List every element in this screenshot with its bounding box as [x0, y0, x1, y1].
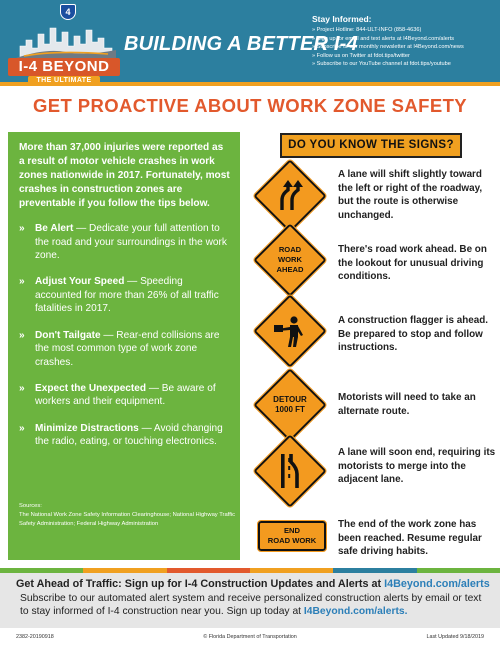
- tip-bullet-icon: »: [19, 329, 25, 341]
- road-work-ahead-icon: ROAD WORK AHEAD: [276, 245, 304, 274]
- tip-heading: Don't Tailgate: [35, 329, 101, 341]
- detour-description: Motorists will need to take an alternate route.: [338, 392, 476, 417]
- tip-bullet-icon: »: [19, 276, 25, 288]
- tip-bullet-icon: »: [19, 382, 25, 394]
- stay-informed-box: [312, 14, 498, 69]
- end-road-work-icon: END ROAD WORK: [267, 526, 317, 545]
- footer: [0, 630, 500, 647]
- stay-item-youtube-link[interactable]: » Subscribe to our YouTube channel at fdot.tips/youtube: [312, 60, 498, 69]
- road-work-ahead-sign: [254, 229, 326, 291]
- logo-subtitle: THE ULTIMATE: [28, 76, 100, 86]
- interstate-shield-icon: 4: [60, 4, 76, 20]
- detour-icon: DETOUR 1000 FT: [273, 395, 307, 414]
- lane-ends-icon: [275, 452, 305, 490]
- tip-heading: Adjust Your Speed: [35, 276, 125, 288]
- intro-paragraph: More than 37,000 injuries were reported as a result of motor vehicle crashes in work zones nationwide in 2017. Fortunately, most crashes in construction zones are preventable if you follow the tips below.: [19, 142, 230, 209]
- signup-callout: [0, 573, 500, 628]
- tip-item: [19, 329, 230, 370]
- flagger-description: A construction flagger is ahead. Be prepared to stop and follow instructions.: [338, 315, 488, 353]
- alerts-link[interactable]: I4Beyond.com/alerts: [384, 578, 490, 590]
- signs-section-header: DO YOU KNOW THE SIGNS?: [280, 133, 462, 158]
- alerts-link-secondary[interactable]: I4Beyond.com/alerts.: [303, 605, 408, 617]
- tip-heading: Expect the Unexpected: [35, 382, 147, 394]
- tips-panel: [8, 132, 240, 560]
- tip-bullet-icon: »: [19, 223, 25, 234]
- signup-headline: Get Ahead of Traffic: Sign up for I-4 Construction Updates and Alerts at I4Beyond.com/alerts: [16, 578, 490, 590]
- tip-item: [19, 422, 230, 449]
- stay-item-newsletter-link[interactable]: » Subscribe to our monthly newsletter at I4Beyond.com/news: [312, 43, 498, 52]
- signup-body: Subscribe to our automated alert system and receive personalized construction alerts by email or text to stay informed of I-4 construction near you. Sign up today at I4Beyond.com/alerts.: [20, 593, 482, 617]
- end-road-work-description: The end of the work zone has been reached. Resume regular safe driving habits.: [338, 519, 482, 557]
- tip-heading: Minimize Distractions: [35, 422, 139, 434]
- lane-shift-sign: [254, 165, 326, 227]
- stay-item-twitter-link[interactable]: » Follow us on Twitter at fdot.tips/twitter: [312, 52, 498, 61]
- detour-sign: [254, 374, 326, 436]
- stay-informed-title: Stay Informed:: [312, 14, 372, 24]
- tip-body: — Avoid changing the radio, eating, or touching electronics.: [35, 422, 223, 448]
- tip-body: — Rear-end collisions are the most common type of work zone crashes.: [35, 329, 220, 368]
- end-road-work-sign: [258, 521, 326, 551]
- page-title: GET PROACTIVE ABOUT WORK ZONE SAFETY: [32, 95, 468, 116]
- tip-body: — Speeding accounted for more than 26% of all traffic fatalities in 2017.: [35, 276, 219, 315]
- i4-beyond-logo: [6, 2, 118, 86]
- stay-item-hotline: » Project Hotline: 844-ULT-INFO (858-4636): [312, 26, 498, 35]
- last-updated: Last Updated 9/18/2019: [426, 634, 484, 640]
- flagger-icon: [271, 313, 309, 349]
- tip-item: [19, 275, 230, 316]
- page-banner-title: BUILDING A BETTER I-4: [124, 33, 358, 55]
- stay-item-alerts-link[interactable]: » Sign up for email and text alerts at I4Beyond.com/alerts: [312, 35, 498, 44]
- sources-note: Sources: The National Work Zone Safety Information Clearinghouse; National Highway Traffic Safety Administration; Federal Highway Administration: [19, 503, 235, 527]
- flagger-sign: [254, 300, 326, 362]
- document-code: 2382-20190918: [16, 634, 54, 640]
- tips-list: [19, 222, 230, 449]
- tip-heading: Be Alert: [35, 223, 74, 234]
- lane-shift-icon: [272, 178, 308, 214]
- tip-body: — Dedicate your full attention to the road and your surroundings in the work zone.: [35, 223, 227, 262]
- lane-ends-description: A lane will soon end, requiring its motorists to merge into the adjacent lane.: [338, 447, 496, 485]
- city-skyline-icon: [16, 20, 116, 60]
- tip-item: [19, 382, 230, 409]
- road-work-ahead-description: There's road work ahead. Be on the lookout for unusual driving conditions.: [338, 244, 487, 282]
- lane-shift-description: A lane will shift slightly toward the left or right of the roadway, but the route is otherwise unchanged.: [338, 169, 483, 221]
- tip-body: — Be aware of workers and their equipment.: [35, 382, 216, 408]
- copyright: © Florida Department of Transportation: [203, 634, 297, 640]
- tip-item: [19, 222, 230, 263]
- logo-title: I-4 BEYOND: [8, 58, 120, 76]
- lane-ends-sign: [254, 440, 326, 502]
- tip-bullet-icon: »: [19, 422, 25, 434]
